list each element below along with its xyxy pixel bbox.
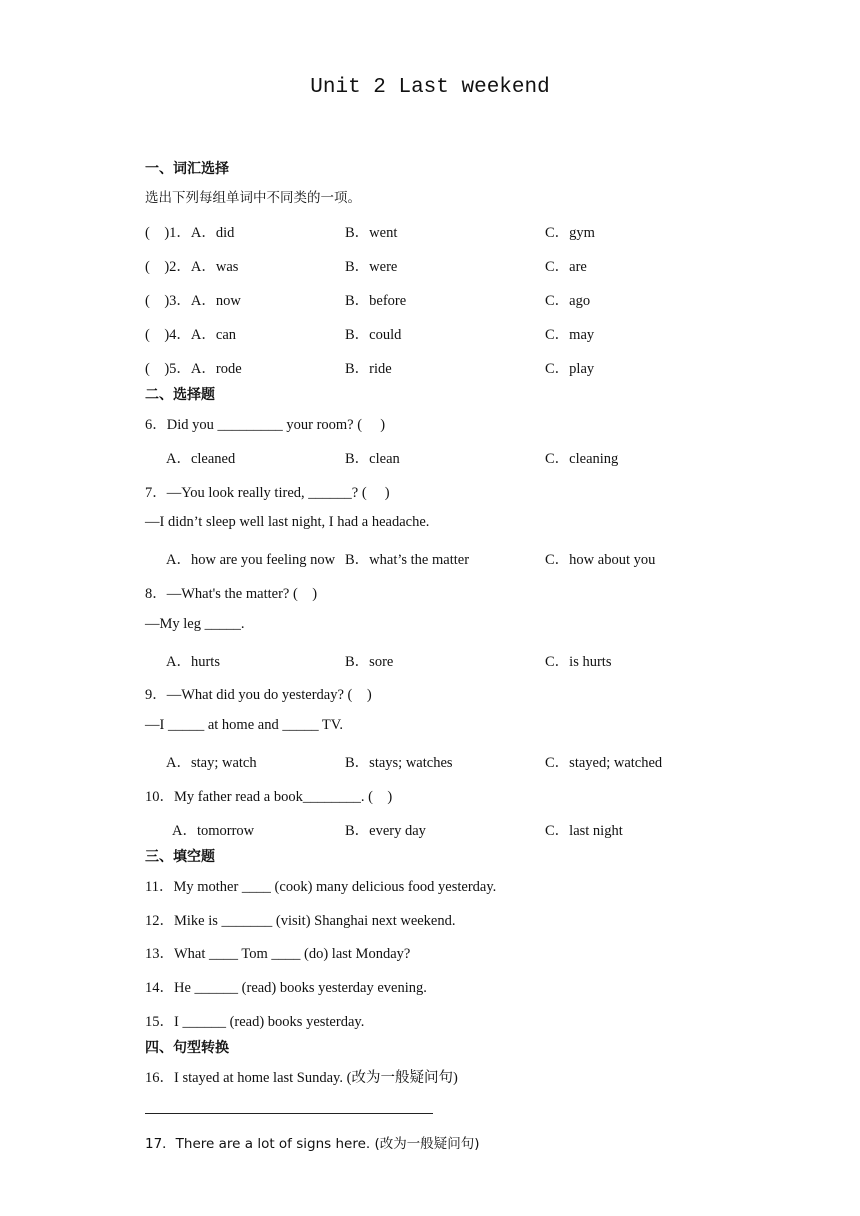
page-title: Unit 2 Last weekend [310, 76, 550, 99]
dialogue-reply: —I _____ at home and _____ TV. [145, 717, 344, 733]
question-3: ( )3．A．now [145, 293, 241, 309]
question-8: 8．—What's the matter? ( ) [145, 586, 318, 602]
option-a: A．stay; watch [166, 755, 257, 771]
option-c: C．cleaning [545, 451, 619, 467]
option-b: B．what’s the matter [345, 552, 470, 568]
option-b: B．sore [345, 654, 394, 670]
option-c: C．play [545, 361, 595, 377]
option-b: B．stays; watches [345, 755, 453, 771]
option-b: B．every day [345, 823, 426, 839]
option-b: B．before [345, 293, 407, 309]
option-a: A．cleaned [166, 451, 236, 467]
question-14: 14．He ______ (read) books yesterday evening. [145, 980, 427, 996]
option-a: A．hurts [166, 654, 220, 670]
option-b: B．could [345, 327, 402, 343]
section-heading-choice: 二、选择题 [145, 387, 215, 403]
option-a: A．how are you feeling now [166, 552, 336, 568]
dialogue-reply: —My leg _____. [145, 616, 245, 632]
question-9: 9．—What did you do yesterday? ( ) [145, 687, 372, 703]
option-c: C．how about you [545, 552, 656, 568]
question-17: 17．There are a lot of signs here. (改为一般疑问句) [145, 1136, 480, 1152]
question-4: ( )4．A．can [145, 327, 236, 343]
option-b: B．went [345, 225, 398, 241]
question-16: 16．I stayed at home last Sunday. (改为一般疑问句) [145, 1070, 458, 1086]
question-12: 12．Mike is _______ (visit) Shanghai next weekend. [145, 913, 456, 929]
dialogue-reply: —I didn’t sleep well last night, I had a headache. [145, 514, 430, 530]
option-c: C．may [545, 327, 595, 343]
question-2: ( )2．A．was [145, 259, 239, 275]
section-heading-vocabulary: 一、词汇选择 [145, 161, 229, 177]
question-7: 7．—You look really tired, ______? ( ) [145, 485, 390, 501]
question-10: 10．My father read a book________. ( ) [145, 789, 393, 805]
question-15: 15．I ______ (read) books yesterday. [145, 1014, 365, 1030]
option-a: A．tomorrow [172, 823, 255, 839]
question-6: 6．Did you _________ your room? ( ) [145, 417, 386, 433]
option-b: B．clean [345, 451, 400, 467]
question-13: 13．What ____ Tom ____ (do) last Monday? [145, 946, 411, 962]
section-instruction: 选出下列每组单词中不同类的一项。 [145, 190, 361, 206]
section-heading-sentence-transform: 四、句型转换 [145, 1040, 229, 1056]
question-5: ( )5．A．rode [145, 361, 242, 377]
option-c: C．ago [545, 293, 591, 309]
option-b: B．were [345, 259, 398, 275]
option-c: C．stayed; watched [545, 755, 663, 771]
option-c: C．gym [545, 225, 595, 241]
question-11: 11．My mother ____ (cook) many delicious food yesterday. [145, 879, 497, 895]
question-1: ( )1．A．did [145, 225, 235, 241]
option-b: B．ride [345, 361, 392, 377]
section-heading-fill-blank: 三、填空题 [145, 849, 215, 865]
option-c: C．is hurts [545, 654, 612, 670]
option-c: C．last night [545, 823, 623, 839]
option-c: C．are [545, 259, 587, 275]
answer-line [145, 1113, 433, 1114]
